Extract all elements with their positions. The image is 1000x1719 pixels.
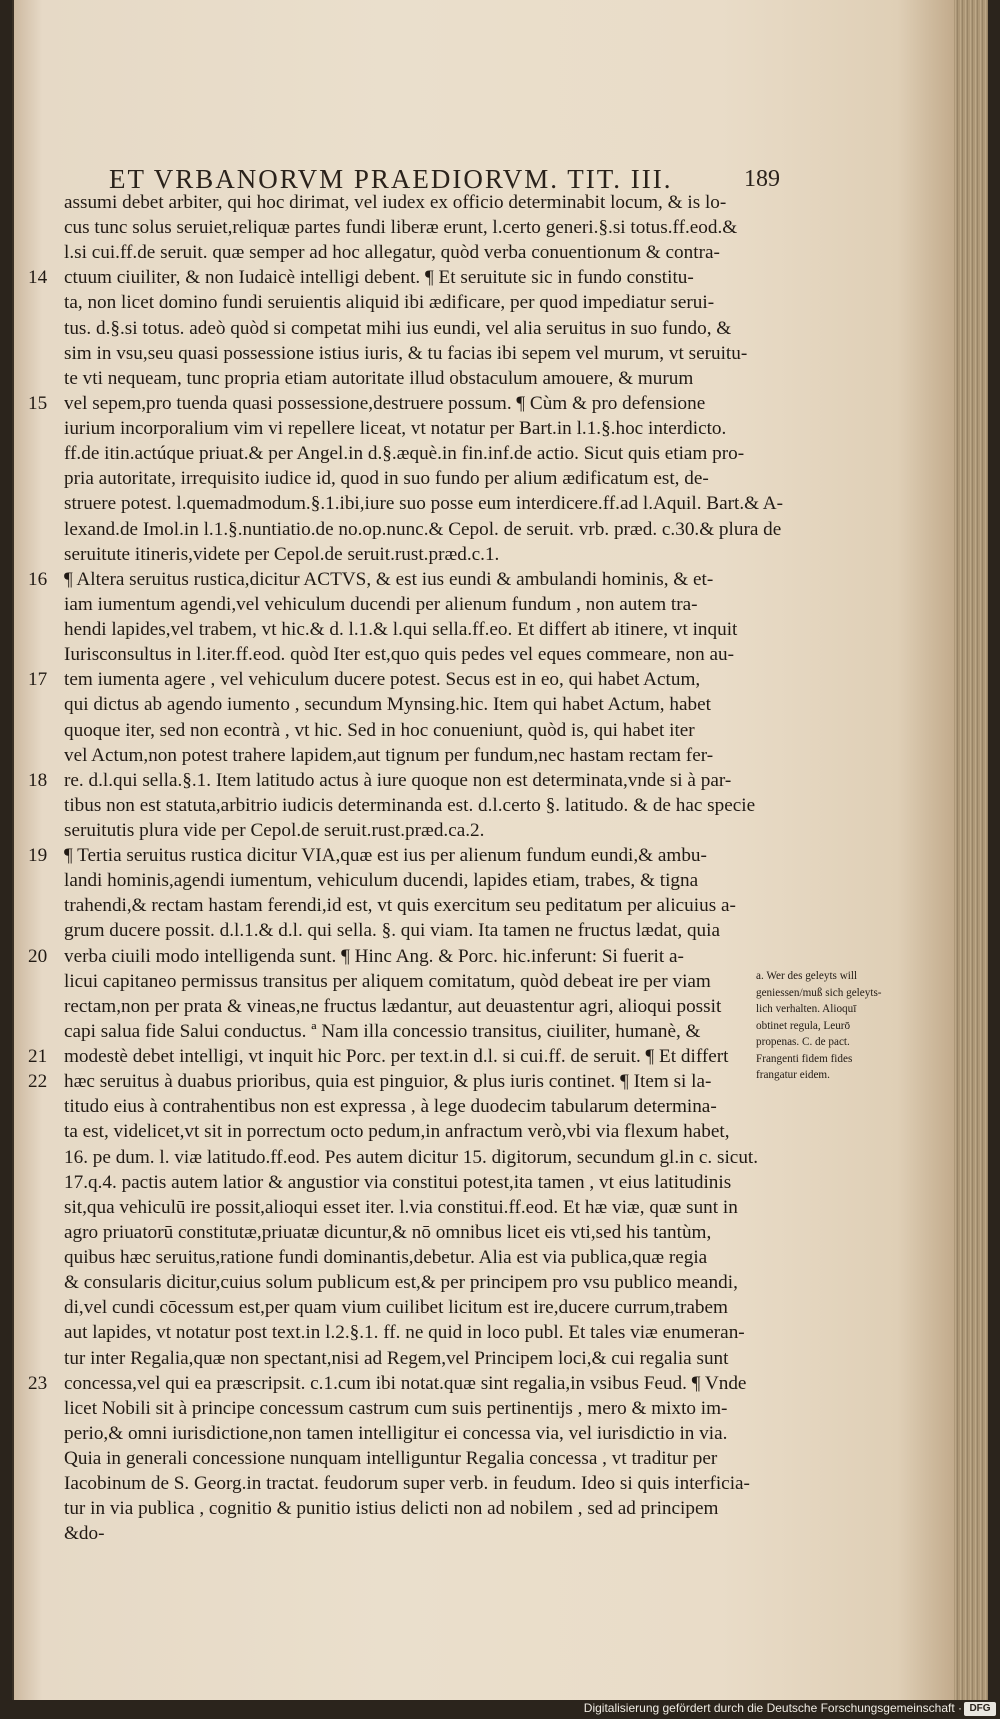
- line-text: quibus hæc seruitus,ratione fundi dominantis,debetur. Alia est via publica,quæ regia: [64, 1247, 708, 1269]
- line-text: quoque iter, sed non econtrà , vt hic. Sed in hoc conueniunt, quòd is, qui habet iter: [64, 719, 695, 741]
- text-line: [28, 1044, 729, 1069]
- text-line: [64, 1019, 701, 1044]
- line-marginal-number: 14: [28, 267, 48, 289]
- line-text: licet Nobili sit à principe concessum castrum cum suis pertinentijs , mero & mixto im-: [64, 1397, 728, 1419]
- line-text: ta, non licet domino fundi seruientis aliquid ibi ædificare, per quod impediatur serui-: [64, 292, 715, 314]
- margin-note-line: a. Wer des geleyts will: [756, 970, 858, 982]
- line-text: hæc seruitus à duabus prioribus, quia est pinguior, & plus iuris continet. ¶ Item si la-: [64, 1071, 712, 1093]
- line-marginal-number: 23: [28, 1372, 48, 1394]
- text-line: [28, 391, 706, 416]
- line-marginal-number: 18: [28, 769, 48, 791]
- text-line: [64, 215, 737, 240]
- line-text: titudo eius à contrahentibus non est expressa , à lege duodecim tabularum determina-: [64, 1096, 717, 1118]
- line-text: pria autoritate, irrequisito iudice id, quod in suo fundo per alium ædificatum est, de-: [64, 468, 709, 490]
- text-line: [64, 1220, 711, 1245]
- text-line: [64, 341, 747, 366]
- page-number: 189: [744, 166, 780, 192]
- line-text: trahendi,& rectam hastam ferendi,id est, vt quis exercitum seu peditatum per alicuius a-: [64, 895, 736, 917]
- line-text: tus. d.§.si totus. adeò quòd si competat mihi ius eundi, vel alia seruitus in suo fundo, &: [64, 317, 732, 339]
- line-text: landi hominis,agendi iumentum, vehiculum ducendi, lapides etiam, trabes, & tigna: [64, 870, 699, 892]
- text-line: [64, 1396, 727, 1421]
- line-text: & consularis dicitur,cuius solum publicum est,& per principem pro vsu publico meandi,: [64, 1272, 738, 1294]
- line-text: iam iumentum agendi,vel vehiculum ducendi per alienum fundum , non autem tra-: [64, 593, 698, 615]
- text-line: [64, 793, 755, 818]
- line-text: cus tunc solus seruiet,reliquæ partes fundi liberæ erunt, l.certo generi.§.si totus.ff.eod.&: [64, 217, 738, 239]
- line-text: Quia in generali concessione nunquam intelliguntur Regalia concessa , vt traditur per: [64, 1448, 718, 1469]
- line-text: iurium incorporalium vim vi repellere liceat, vt notatur per Bart.in l.1.§.hoc interdicto.: [64, 418, 727, 440]
- line-text: l.si cui.ff.de seruit. quæ semper ad hoc allegatur, quòd verba conuentionum & contra-: [64, 242, 720, 264]
- text-line: [64, 441, 744, 466]
- text-line: [28, 567, 714, 592]
- line-marginal-number: 20: [28, 945, 48, 967]
- margin-note: [756, 968, 916, 1084]
- text-line: [64, 1119, 730, 1144]
- line-text: grum ducere possit. d.l.1.& d.l. qui sella. §. qui viam. Ita tamen ne fructus lædat, quia: [64, 920, 720, 942]
- text-line: [64, 1195, 738, 1220]
- text-line: [64, 517, 781, 542]
- text-line: [64, 718, 695, 743]
- line-text: hendi lapides,vel trabem, vt hic.& d. l.1.& l.qui sella.ff.eo. Et differt ab itinere, vt inquit: [64, 619, 738, 641]
- text-line: [64, 190, 726, 215]
- text-line: [64, 1320, 745, 1345]
- line-text: 17.q.4. pactis autem latior & angustior via constitui potest,ita tamen , vt eius latitudinis: [64, 1171, 732, 1193]
- line-text: ¶ Tertia seruitus rustica dicitur VIA,quæ est ius per alienum fundum eundi,& ambu-: [64, 845, 707, 867]
- text-line: [64, 416, 726, 441]
- text-line: [28, 265, 694, 290]
- text-line: [64, 969, 711, 994]
- line-text: Iurisconsultus in l.iter.ff.eod. quòd Iter est,quo quis pedes vel eques commeare, non au-: [64, 644, 734, 666]
- footer-credit: Digitalisierung gefördert durch die Deutsche Forschungsgemeinschaft ·: [583, 1701, 962, 1715]
- line-text: tem iumenta agere , vel vehiculum ducere potest. Secus est in eo, qui habet Actum,: [64, 669, 701, 691]
- text-line: [64, 1295, 728, 1320]
- line-text: qui dictus ab agendo iumento , secundum Mynsing.hic. Item qui habet Actum, habet: [64, 694, 711, 716]
- text-line: [28, 768, 732, 793]
- text-line: [64, 1496, 718, 1521]
- line-text: concessa,vel qui ea præscripsit. c.1.cum ibi notat.quæ sint regalia,in vsibus Feud. ¶ Vnde: [64, 1372, 747, 1394]
- margin-note-line: frangatur eidem.: [756, 1069, 830, 1081]
- text-line: [64, 466, 709, 491]
- text-line: [64, 692, 711, 717]
- line-text: modestè debet intelligi, vt inquit hic Porc. per text.in d.l. si cui.ff. de seruit. ¶ Et differt: [64, 1046, 729, 1068]
- line-text: vel Actum,non potest trahere lapidem,aut tignum per fundum,nec hastam rectam fer-: [64, 744, 714, 766]
- text-line: [64, 1346, 728, 1371]
- line-text: 16. pe dum. l. viæ latitudo.ff.eod. Pes autem dicitur 15. digitorum, secundum gl.in c. sicut.: [64, 1146, 759, 1168]
- line-text: ff.de itin.actúque priuat.& per Angel.in d.§.æquè.in fin.inf.de actio. Sicut quis etiam pro-: [64, 443, 745, 465]
- text-line: [64, 1446, 717, 1471]
- margin-note-line: obtinet regula, Leurō: [756, 1019, 851, 1032]
- line-text: &do-: [64, 1523, 105, 1545]
- line-text: perio,& omni iurisdictione,non tamen intelligitur ei concessa via, vel iurisdictio in via.: [64, 1422, 728, 1444]
- text-line: [64, 918, 720, 943]
- text-line: [64, 491, 783, 516]
- text-line: [64, 1270, 738, 1295]
- text-line: [64, 893, 736, 918]
- line-text: agro priuatorū constitutæ,priuatæ dicuntur,& nō omnibus licet eis vti,sed his tantùm,: [64, 1221, 712, 1243]
- text-line: [64, 1421, 727, 1446]
- line-text: vel sepem,pro tuenda quasi possessione,destruere possum. ¶ Cùm & pro defensione: [64, 392, 706, 414]
- line-text: sim in vsu,seu quasi possessione istius iuris, & tu facias ibi sepem vel murum, vt seruitu-: [64, 342, 748, 364]
- line-text: struere potest. l.quemadmodum.§.1.ibi,iure suo posse eum interdicere.ff.ad l.Aquil. Bart.& A-: [64, 493, 784, 515]
- line-text: te vti nequeam, tunc propria etiam autoritate illud obstaculum amouere, & murum: [64, 367, 694, 389]
- line-text: Iacobinum de S. Georg.in tractat. feudorum super verb. in feudum. Ideo si quis interficia-: [64, 1473, 750, 1495]
- line-marginal-number: 21: [28, 1046, 48, 1068]
- line-marginal-number: 15: [28, 392, 48, 414]
- line-marginal-number: 19: [28, 845, 48, 867]
- line-text: re. d.l.qui sella.§.1. Item latitudo actus à iure quoque non est determinata,vnde si à par-: [64, 769, 732, 791]
- text-line: [64, 240, 720, 265]
- text-line: [64, 316, 731, 341]
- line-marginal-number: 22: [28, 1071, 48, 1093]
- margin-note-line: propenas. C. de pact.: [756, 1036, 850, 1048]
- text-line: [64, 1094, 717, 1119]
- book-page: [14, 0, 954, 1700]
- margin-note-line: Frangenti fidem fides: [756, 1052, 853, 1065]
- line-text: tur inter Regalia,quæ non spectant,nisi ad Regem,vel Principem loci,& cui regalia sunt: [64, 1347, 729, 1369]
- line-marginal-number: 17: [28, 669, 48, 691]
- text-line: [64, 818, 484, 843]
- line-text: seruitute itineris,videte per Cepol.de seruit.rust.præd.c.1.: [64, 543, 500, 565]
- text-line: [64, 592, 698, 617]
- line-text: licui capitaneo permissus transitus per aliquem comitatum, quòd debeat ire per viam: [64, 970, 711, 992]
- text-line: [28, 944, 684, 969]
- text-line: [64, 743, 713, 768]
- text-line: [64, 642, 734, 667]
- text-line: [64, 1245, 707, 1270]
- page-edge-stack: [954, 0, 988, 1700]
- line-text: tur in via publica , cognitio & punitio istius delicti non ad nobilem , sed ad principem: [64, 1498, 719, 1520]
- running-title: ET VRBANORVM PRAEDIORVM. TIT. III.: [109, 164, 673, 194]
- line-text: aut lapides, vt notatur post text.in l.2.§.1. ff. ne quid in loco publ. Et tales viæ enumeran-: [64, 1322, 745, 1344]
- text-line: [64, 290, 714, 315]
- text-line: [64, 994, 721, 1019]
- text-line: [28, 667, 701, 692]
- line-marginal-number: 16: [28, 568, 48, 590]
- line-text: tibus non est statuta,arbitrio iudicis determinanda est. d.l.certo §. latitudo. & de hac specie: [64, 794, 756, 816]
- margin-note-line: lich verhalten. Alioquī: [756, 1003, 857, 1015]
- line-text: verba ciuili modo intelligenda sunt. ¶ Hinc Ang. & Porc. hic.inferunt: Si fuerit a-: [64, 945, 684, 967]
- footer-bar: [0, 1700, 1000, 1719]
- text-line: [64, 366, 693, 391]
- line-text: assumi debet arbiter, qui hoc dirimat, vel iudex ex officio determinabit locum, & is lo-: [64, 192, 727, 213]
- text-line: [64, 542, 499, 567]
- line-text: seruitutis plura vide per Cepol.de seruit.rust.præd.ca.2.: [64, 820, 485, 841]
- margin-note-line: geniessen/muß sich geleyts-: [756, 986, 882, 999]
- line-text: sit,qua vehiculū ire possit,alioqui esset iter. l.via constitui.ff.eod. Et hæ viæ, quæ sunt in: [64, 1196, 738, 1218]
- line-text: capi salua fide Salui conductus. ª Nam illa concessio transitus, ciuiliter, humanè, &: [64, 1020, 701, 1042]
- line-text: lexand.de Imol.in l.1.§.nuntiatio.de no.op.nunc.& Cepol. de seruit. vrb. præd. c.30.& plura de: [64, 518, 782, 540]
- text-line: [64, 868, 698, 893]
- dfg-logo: DFG: [964, 1702, 996, 1716]
- line-text: ta est, videlicet,vt sit in porrectum octo pedum,in anfractum verò,vbi via flexum habet,: [64, 1121, 730, 1143]
- text-line: [28, 1069, 712, 1094]
- text-line: [64, 1145, 758, 1170]
- text-line: [28, 843, 707, 868]
- line-text: ctuum ciuiliter, & non Iudaicè intelligi debent. ¶ Et seruitute sic in fundo constitu-: [64, 267, 694, 289]
- text-line: [64, 1170, 731, 1195]
- text-line: [64, 617, 737, 642]
- line-text: ¶ Altera seruitus rustica,dicitur ACTVS, & est ius eundi & ambulandi hominis, & et-: [64, 568, 714, 590]
- line-text: rectam,non per prata & vineas,ne fructus lædantur, aut deuastentur agri, alioqui possit: [64, 995, 722, 1017]
- text-line: [28, 1371, 747, 1396]
- text-line: [64, 1521, 105, 1546]
- line-text: di,vel cundi cōcessum est,per quam vium cuilibet licitum est ire,ducere currum,trabem: [64, 1297, 728, 1319]
- text-line: [64, 1471, 750, 1496]
